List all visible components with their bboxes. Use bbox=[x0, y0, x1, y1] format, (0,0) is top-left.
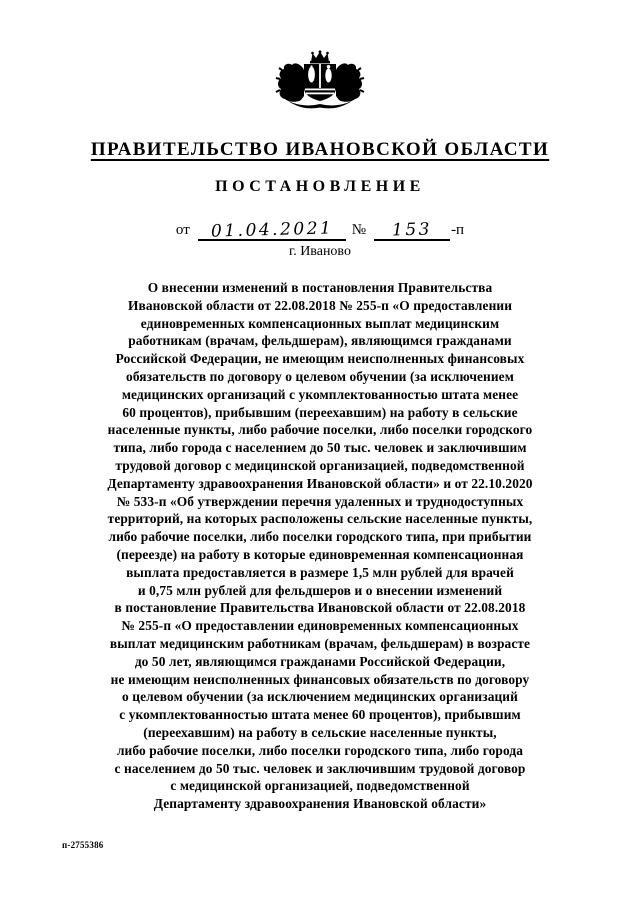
subject-line: с медицинской организацией, подведомственной bbox=[170, 778, 470, 794]
number-suffix-label: -п bbox=[451, 222, 465, 238]
subject-line: № 533-п «Об утверждении перечня удаленных и труднодоступных bbox=[116, 493, 524, 509]
handwritten-date: 01.04.2021 bbox=[210, 218, 334, 242]
number-sign-label: № bbox=[351, 222, 367, 238]
city-line: г. Иваново bbox=[289, 244, 351, 259]
subject-line: территорий, на которых расположены сельские населенные пункты, bbox=[107, 511, 533, 527]
subject-line: и 0,75 млн рублей для фельдшеров и о внесении изменений bbox=[137, 582, 503, 598]
footer-code: п-2755386 bbox=[62, 840, 104, 850]
subject-line: населенные пункты, либо рабочие поселки, либо поселки городского bbox=[107, 422, 533, 438]
subject-line: с укомплектованностью штата менее 60 процентов), прибывшим bbox=[119, 707, 521, 723]
subject-line: Департаменту здравоохранения Ивановской области» и от 22.10.2020 bbox=[107, 475, 533, 491]
subject-line: в постановление Правительства Ивановской области от 22.08.2018 bbox=[114, 600, 526, 616]
subject-line: (переезде) на работу в которые единовременная компенсационная bbox=[116, 546, 524, 562]
org-name bbox=[0, 139, 640, 161]
date-prefix-label: от bbox=[175, 222, 190, 238]
number-underline bbox=[374, 221, 450, 241]
date-number-line bbox=[0, 218, 640, 242]
subject-line: медицинских организаций с укомплектованностью штата менее bbox=[121, 386, 519, 402]
emblem-container bbox=[0, 0, 640, 119]
subject-line: 60 процентов), прибывшим (переехавшим) на работу в сельские bbox=[122, 404, 518, 420]
subject-line: единовременных компенсационных выплат медицинским bbox=[140, 315, 500, 331]
org-name-text: ПРАВИТЕЛЬСТВО ИВАНОВСКОЙ ОБЛАСТИ bbox=[90, 139, 550, 160]
subject-line: Департаменту здравоохранения Ивановской области» bbox=[153, 796, 487, 812]
date-underline bbox=[198, 218, 346, 242]
subject-line: О внесении изменений в постановления Правительства bbox=[147, 280, 493, 295]
subject-line: выплата предоставляется в размере 1,5 млн рублей для врачей bbox=[126, 564, 514, 580]
subject-line: (переехавшим) на работу в сельские населенные пункты, bbox=[143, 724, 497, 740]
doc-type-title: ПОСТАНОВЛЕНИЕ bbox=[215, 178, 425, 195]
ivanovo-coat-of-arms-icon bbox=[270, 101, 370, 118]
subject-line: не имеющим неисполненных финансовых обязательств по договору bbox=[110, 671, 530, 687]
subject-line: № 255-п «О предоставлении единовременных компенсационных bbox=[121, 618, 519, 634]
subject-line: до 50 лет, являющимся гражданами Российской Федерации, bbox=[134, 653, 506, 669]
subject-line: выплат медицинским работникам (врачам, фельдшерам) в возрасте bbox=[109, 635, 531, 651]
subject-line: типа, либо города с населением до 50 тыс. человек и заключившим bbox=[113, 440, 527, 456]
subject-line: о целевом обучении (за исключением медицинских организаций bbox=[122, 689, 518, 705]
subject-line: с населением до 50 тыс. человек и заключившим трудовой договор bbox=[114, 760, 526, 776]
subject-line: трудовой договор с медицинской организацией, подведомственной bbox=[115, 457, 525, 473]
subject-block bbox=[0, 279, 640, 813]
subject-line: Ивановской области от 22.08.2018 № 255-п «О предоставлении bbox=[127, 297, 513, 313]
subject-line: либо рабочие поселки, либо поселки городского типа, при прибытии bbox=[108, 529, 532, 545]
subject-line: обязательств по договору о целевом обучении (за исключением bbox=[126, 368, 514, 384]
subject-line: работникам (врачам, фельдшерам), являющимся гражданами bbox=[128, 333, 512, 349]
subject-line: либо рабочие поселки, либо поселки городского типа, либо города bbox=[116, 742, 524, 758]
subject-line: Российской Федерации, не имеющим неисполненных финансовых bbox=[115, 351, 525, 367]
handwritten-number: 153 bbox=[391, 219, 433, 241]
